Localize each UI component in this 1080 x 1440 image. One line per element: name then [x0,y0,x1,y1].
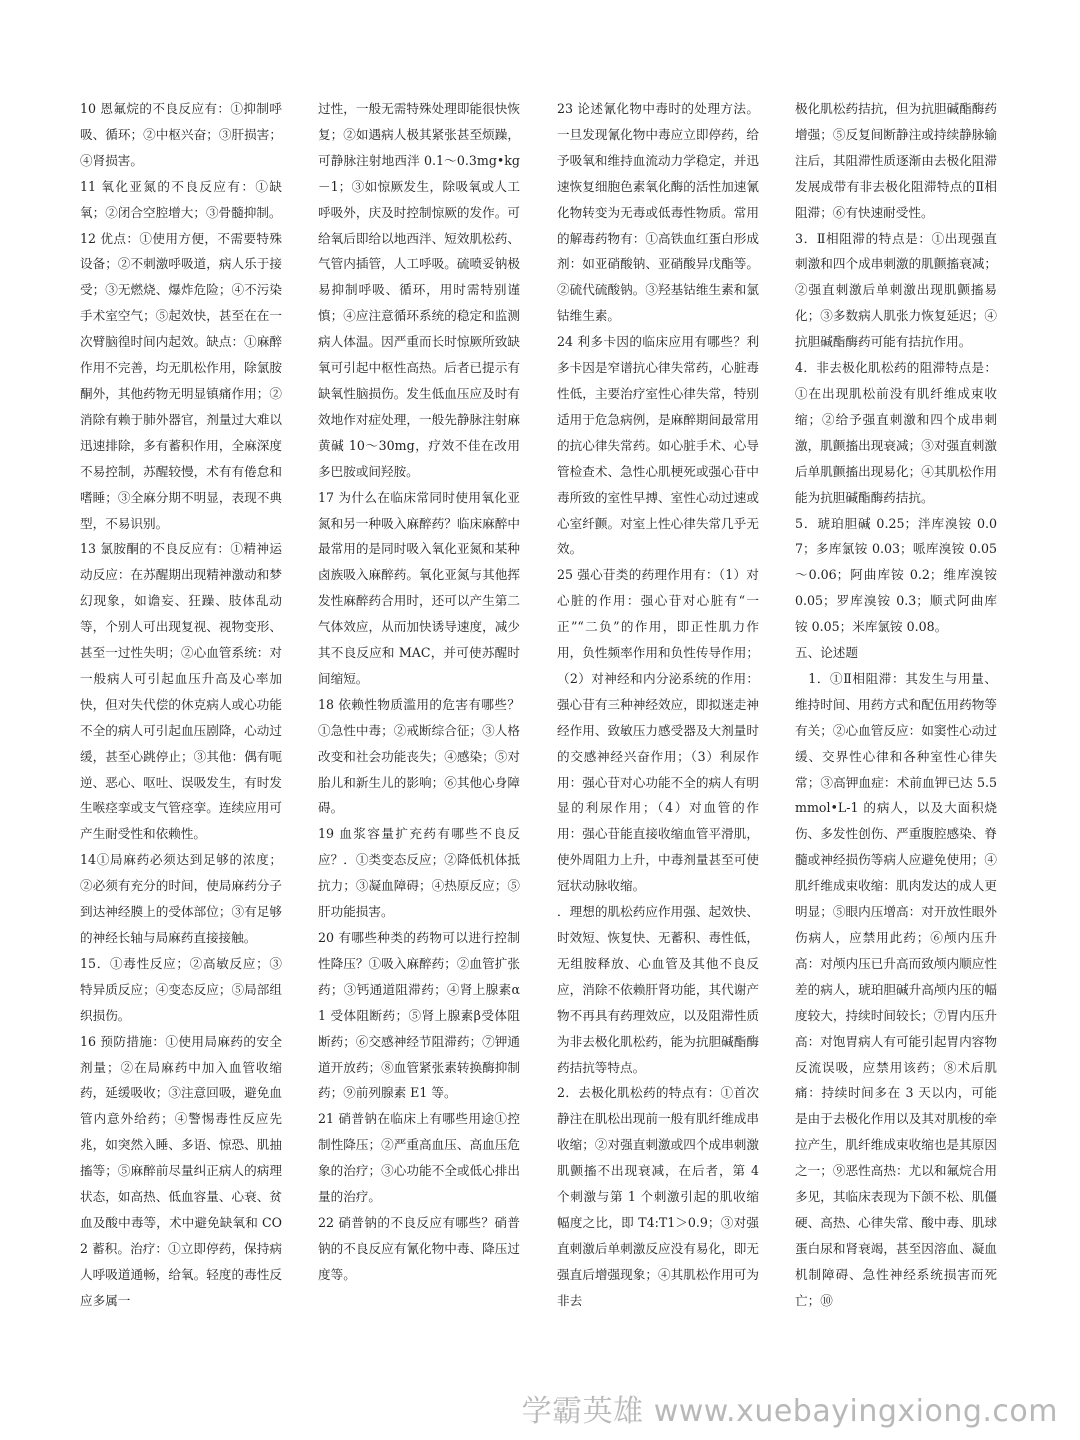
watermark: 学霸英雄 www.xuebayingxiong.com [521,1394,1058,1429]
paragraph: 13 氯胺酮的不良反应有：①精神运动反应：在苏醒期出现精神激动和梦幻现象，如谵妄、狂躁、肢体乱动等，个别人可出现复视、视物变形、甚至一过性失明；②心血管系统：对一般病人可引起血压升高及心率加快，但对失代偿的休克病人或心功能不全的病人可引起血压剧降，心动过缓，甚至心跳停止；③其他：偶有呃逆、恶心、呕吐、误吸发生，有时发生喉痉挛或支气管痉挛。连续应用可产生耐受性和依赖性。 [80,541,282,842]
text-column-2 [318,96,520,1326]
paragraph: 1．①Ⅱ相阻滞：其发生与用量、维持时间、用药方式和配伍用药物等有关；②心血管反应：如窦性心动过缓、交界性心律和各种室性心律失常；③高钾血症：术前血钾已达 5.5mmol•L-1 的病人，以及大面积烧伤、多发性创伤、严重腹腔感染、脊髓或神经损伤等病人应避免使用；④肌纤维成束收缩：肌肉发达的成人更明显；⑤眼内压增高：对开放性眼外伤病人，应禁用此药；⑥颅内压升高：对颅内压已升高而致颅内顺应性差的病人，琥珀胆碱升高颅内压的幅度较大，持续时间较长；⑦胃内压升高：对饱胃病人有可能引起胃内容物反流误吸，应禁用该药；⑧术后肌痛：持续时间多在 3 天以内，可能是由于去极化作用以及其对肌梭的牵拉产生，肌纤维成束收缩也是其原因之一；⑨恶性高热：尤以和氟烷合用多见，其临床表现为下颌不松、肌僵硬、高热、心律失常、酸中毒、肌球蛋白尿和肾衰竭，甚至因溶血、凝血机制障碍、急性神经系统损害而死亡；⑩ [795,670,997,1308]
paragraph: 10 恩氟烷的不良反应有：①抑制呼吸、循环；②中枢兴奋；③肝损害；④肾损害。 [80,101,282,168]
paragraph: 20 有哪些种类的药物可以进行控制性降压？①吸入麻醉药；②血管扩张药；③钙通道阻滞药；④肾上腺素α1 受体阻断药；⑤肾上腺素β受体阻断药；⑥交感神经节阻滞药；⑦钾通道开放药；⑧血管紧张素转换酶抑制药；⑨前列腺素 E1 等。 [318,930,520,1101]
paragraph: 21 硝普钠在临床上有哪些用途①控制性降压；②严重高血压、高血压危象的治疗；③心功能不全或低心排出量的治疗。 [318,1111,520,1205]
paragraph: 11 氧化亚氮的不良反应有：①缺氧；②闭合空腔增大；③骨髓抑制。 [80,178,282,220]
paragraph: 2．去极化肌松药的特点有：①首次静注在肌松出现前一般有肌纤维成串收缩；②对强直刺激或四个成串刺激肌颤搐不出现衰减，在后者，第 4 个刺激与第 1 个刺激引起的肌收缩幅度之比，即 T4:T1＞0.9；③对强直刺激后单刺激反应没有易化，即无强直后增强现象；④其肌松作用可为非去 [557,1085,759,1308]
paragraph: 过性，一般无需特殊处理即能很快恢复；②如遇病人极其紧张甚至烦躁，可静脉注射地西泮 0.1～0.3mg•kg－1；③如惊厥发生，除吸氧或人工呼吸外，庆及时控制惊厥的发作。可给氧后即给以地西泮、短效肌松药、气管内插管，人工呼吸。硫喷妥钠极易抑制呼吸、循环，用时需特别谨慎；④应注意循环系统的稳定和监测病人体温。因严重而长时惊厥所致缺氧可引起中枢性高热。后者已提示有缺氧性脑损伤。发生低血压应及时有效地作对症处理，一般先静脉注射麻黄碱 10～30mg，疗效不佳在改用多巴胺或间羟胺。 [318,101,520,479]
paragraph: 17 为什么在临床常同时使用氧化亚氮和另一种吸入麻醉药？临床麻醉中最常用的是同时吸入氧化亚氮和某种卤族吸入麻醉药。氧化亚氮与其他挥发性麻醉药合用时，还可以产生第二气体效应，从而加快诱导速度，减少其不良反应和 MAC，并可使苏醒时间缩短。 [318,489,520,686]
text-column-3 [557,96,759,1326]
paragraph: 15．①毒性反应；②高敏反应；③特异质反应；④变态反应；⑤局部组织损伤。 [80,955,282,1023]
paragraph: 12 优点：①使用方便，不需要特殊设备；②不刺激呼吸道，病人乐于接受；③无燃烧、爆炸危险；④不污染手术室空气；⑤起效快，甚至在在一次臂脑徨时间内起效。缺点：①麻醉作用不完善，均无肌松作用，除氯胺酮外，其他药物无明显镇痛作用；②消除有赖于肺外器官，剂量过大难以迅速排除，多有蓄积作用，全麻深度不易控制，苏醒较慢，术有有倦怠和嗜睡；③全麻分期不明显，表现不典型，不易识别。 [80,230,282,531]
paragraph: 25 强心苷类的药理作用有：（1）对心脏的作用：强心苷对心脏有“一正”“二负”的作用，即正性肌力作用，负性频率作用和负性传导作用；（2）对神经和内分泌系统的作用：强心苷有三种神经效应，即拟迷走神经作用、致敏压力感受器及大剂量时的交感神经兴奋作用；（3）利尿作用：强心苷对心功能不全的病人有明显的利尿作用；（4）对血管的作用：强心苷能直接收缩血管平滑肌，使外周阻力上升，中毒剂量甚至可使冠状动脉收缩。 [557,567,759,894]
text-column-4 [795,96,997,1326]
paragraph: 极化肌松药拮抗，但为抗胆碱酯酶药增强；⑤反复间断静注或持续静脉输注后，其阻滞性质逐渐由去极化阻滞发展成带有非去极化阻滞特点的Ⅱ相阻滞；⑥有快速耐受性。 [795,101,997,220]
paragraph: 19 血浆容量扩充药有哪些不良反应？．①类变态反应；②降低机体抵抗力；③凝血障碍；④热原反应；⑤肝功能损害。 [318,826,520,920]
paragraph: 14①局麻药必须达到足够的浓度；②必须有充分的时间，使局麻药分子到达神经膜上的受体部位；③有足够的神经长轴与局麻药直接接触。 [80,852,282,945]
paragraph: ．理想的肌松药应作用强、起效快、时效短、恢复快、无蓄积、毒性低，无组胺释放、心血管及其他不良反应，消除不依赖肝肾功能，其代谢产物不再具有药理效应，以及阻滞性质为非去极化肌松药，能为抗胆碱酯酶药拮抗等特点。 [557,904,759,1075]
paragraph: 3．Ⅱ相阻滞的特点是：①出现强直刺激和四个成串刺激的肌颤搐衰减；②强直刺激后单刺激出现肌颤搐易化；③多数病人肌张力恢复延迟；④抗胆碱酯酶药可能有拮抗作用。 [795,230,997,350]
paragraph: 24 利多卡因的临床应用有哪些？利多卡因是窄谱抗心律失常药，心脏毒性低，主要治疗室性心律失常，特别适用于危急病例，是麻醉期间最常用的抗心律失常药。如心脏手术、心导管检查术、急性心肌梗死或强心苷中毒所致的室性早搏、室性心动过速或心室纤颤。对室上性心律失常几乎无效。 [557,334,759,557]
paragraph: 16 预防措施：①使用局麻药的安全剂量；②在局麻药中加入血管收缩药，延缓吸收；③注意回吸，避免血管内意外给药；④警惕毒性反应先兆，如突然入睡、多语、惊恐、肌抽搐等；⑤麻醉前尽量纠正病人的病理状态，如高热、低血容量、心衰、贫血及酸中毒等，术中避免缺氧和 CO2 蓄积。治疗：①立即停药，保持病人呼吸道通畅，给氧。轻度的毒性反应多属一 [80,1033,282,1308]
text-column-1 [80,96,282,1326]
paragraph: 4．非去极化肌松药的阻滞特点是：①在出现肌松前没有肌纤维成束收缩；②给予强直刺激和四个成串刺激，肌颤搐出现衰减；③对强直刺激后单肌颤搐出现易化；④其肌松作用能为抗胆碱酯酶药拮抗。 [795,360,997,505]
section-heading: 五、论述题 [795,645,858,661]
paragraph: 18 依赖性物质滥用的危害有哪些？①急性中毒；②戒断综合征；③人格改变和社会功能丧失；④感染；⑤对胎儿和新生儿的影响；⑥其他心身障碍。 [318,696,520,816]
paragraph: 23 论述氰化物中毒时的处理方法。一旦发现氰化物中毒应立即停药，给予吸氧和维持血流动力学稳定，并迅速恢复细胞色素氧化酶的活性加速氰化物转变为无毒或低毒性物质。常用的解毒药物有：①高铁血红蛋白形成剂：如亚硝酸钠、亚硝酸异戊酯等。②硫代硫酸钠。③羟基钴维生素和氯钴维生素。 [557,101,759,324]
paragraph: 22 硝普钠的不良反应有哪些？硝普钠的不良反应有氰化物中毒、降压过度等。 [318,1214,520,1282]
paragraph: 5．琥珀胆碱 0.25；泮库溴铵 0.07；多库氯铵 0.03；哌库溴铵 0.05～0.06；阿曲库铵 0.2；维库溴铵 0.05；罗库溴铵 0.3；顺式阿曲库铵 0.05；米库氯铵 0.08。 [795,515,997,635]
